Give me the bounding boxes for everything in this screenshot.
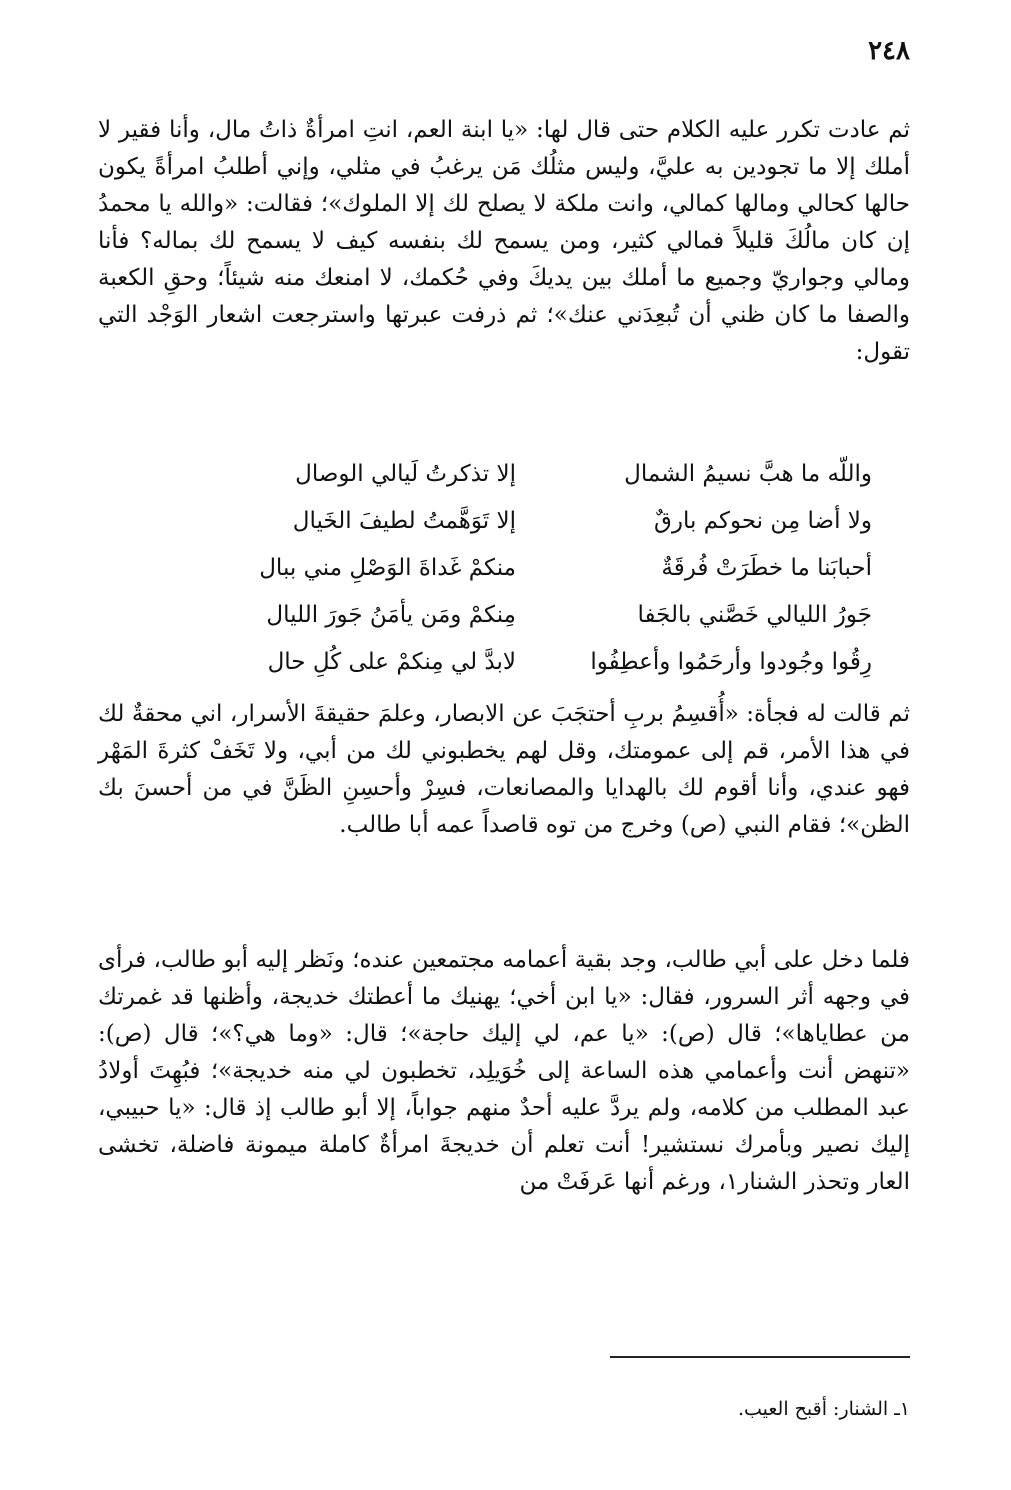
verse-second-hemistich: لابدَّ لي مِنكمْ على كُلِ حال [267, 648, 516, 675]
poem-verse [98, 638, 910, 685]
footnote: ١ـ الشنار: أقبح العيب. [737, 1398, 910, 1420]
verse-first-hemistich: جَورُ الليالي خَصَّني بالجَفا [637, 601, 872, 628]
paragraph: ثم عادت تكرر عليه الكلام حتى قال لها: «يا ابنة العم، انتِ امرأةٌ ذاتُ مال، وأنا فقير لا أملك إلا ما تجودين به عليَّ، وليس مثلُك مَن يرغبُ في مثلي، وإني أطلبُ امرأةً يكون حالها كحالي ومالها كمالي، وانت ملكة لا يصلح لك إلا الملوك»؛ فقالت: «والله يا محمدُ إن كان مالُكَ قليلاً فمالي كثير، ومن يسمح لك بنفسه كيف لا يسمح لك بماله؟ فأنا ومالي وجواريّ وجميع ما أملك بين يديكَ وفي حُكمك، لا امنعك منه شيئاً؛ وحقِ الكعبة والصفا ما كان ظني أن تُبعِدَني عنك»؛ ثم ذرفت عبرتها واسترجعت اشعار الوَجْد التي تقول: [98, 117, 910, 365]
footnote-divider [610, 1356, 910, 1358]
poem [98, 450, 910, 685]
verse-first-hemistich: واللّه ما هبَّ نسيمُ الشمال [624, 460, 872, 487]
paragraph: فلما دخل على أبي طالب، وجد بقية أعمامه مجتمعين عنده؛ ونَظر إليه أبو طالب، فرأى في وجهه أثر السرور، فقال: «يا ابن أخي؛ يهنيك ما أعطتك خديجة، وأظنها قد غمرتك من عطاياها»؛ قال (ص): «يا عم، لي إليك حاجة»؛ قال: «وما هي؟»؛ قال (ص): «تنهض أنت وأعمامي هذه الساعة إلى خُوَيلِد، تخطبون لي منه خديجة»؛ فبُهِتَ أولادُ عبد المطلب من كلامه، ولم يردَّ عليه أحدٌ منهم جواباً، إلا أبو طالب إذ قال: «يا حبيبي، إليك نصير وبأمرك نستشير! أنت تعلم أن خديجةَ امرأةٌ كاملة ميمونة فاضلة، تخشى العار وتحذر الشنار١، ورغم أنها عَرفَتْ من [98, 947, 910, 1195]
poem-verse [98, 591, 910, 638]
poem-verse [98, 544, 910, 591]
verse-first-hemistich: أحبابَنا ما خطَرَتْ فُرقَةٌ [661, 554, 872, 581]
verse-second-hemistich: إلا تذكرتُ لَيالي الوصال [295, 460, 516, 487]
verse-first-hemistich: رِقُوا وجُودوا وأرحَمُوا وأعطِفُوا [590, 648, 872, 675]
poem-verse [98, 497, 910, 544]
poem-verse [98, 450, 910, 497]
paragraph: ثم قالت له فجأة: «أُقسِمُ بربِ أحتجَبَ عن الابصار، وعلمَ حقيقةَ الأسرار، اني محقةٌ لك في هذا الأمر، قم إلى عمومتك، وقل لهم يخطبوني لك من أبي، ولا تَخَفْ كثرةَ المَهْر فهو عندي، وأنا أقوم لك بالهدايا والمصانعات، فسِرْ وأحسِنِ الظَنَّ في من أحسنَ بك الظن»؛ فقام النبي (ص) وخرج من توه قاصداً عمه أبا طالب. [98, 701, 910, 838]
verse-first-hemistich: ولا أضا مِن نحوكم بارقٌ [654, 507, 872, 534]
verse-second-hemistich: إلا تَوَهَّمتُ لطيفَ الخَيال [292, 507, 516, 534]
page-number: ٢٤٨ [868, 36, 910, 66]
verse-second-hemistich: منكمْ غَداةَ الوَصْلِ مني ببال [259, 554, 516, 581]
verse-second-hemistich: مِنكمْ ومَن يأمَنُ جَورَ الليال [266, 601, 516, 628]
